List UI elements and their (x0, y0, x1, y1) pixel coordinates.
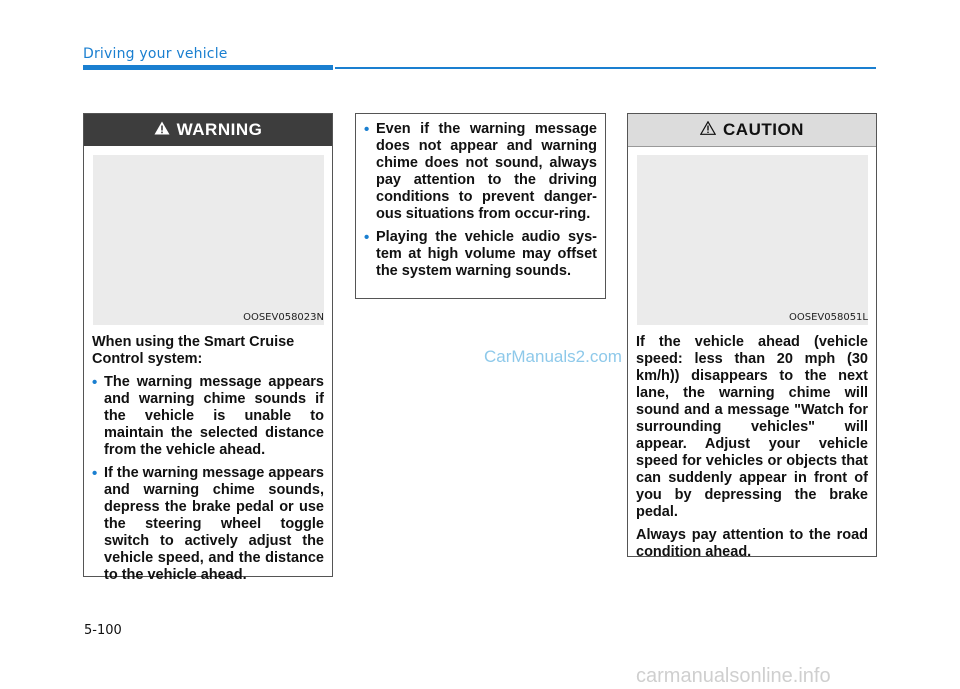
bullet-icon: • (364, 229, 370, 246)
continued-warning-box (355, 113, 606, 299)
bullet-icon: • (364, 121, 370, 138)
header-rule-thick (83, 65, 333, 70)
caution-image-code: OOSEV058051L (789, 312, 868, 323)
warning-header-label: WARNING (176, 120, 263, 139)
watermark-link[interactable]: CarManuals2.com (484, 347, 622, 366)
section-title: Driving your vehicle (83, 46, 228, 62)
bullet-icon: • (92, 374, 98, 391)
warning-illustration (93, 155, 324, 325)
middle-text (364, 121, 597, 286)
warning-image-code: OOSEV058023N (243, 312, 324, 323)
caution-paragraph: If the vehicle ahead (vehicle speed: less than 20 mph (30 km/h)) disappears to the next lane, the warning chime will sound and a message "Watch for surrounding vehicles" will appear. Adjust your vehicle speed for vehicles or objects that can suddenly appear in front of you by depressing the brake pedal. (636, 334, 868, 520)
page-number: 5-100 (84, 623, 122, 638)
caution-triangle-icon (700, 120, 716, 140)
warning-intro: When using the Smart Cruise Control system: (92, 334, 295, 367)
list-item: • The warning message appears and warning chime sounds if the vehicle is unable to maintain the selected distance from the vehicle ahead. (92, 374, 324, 458)
caution-box (627, 113, 877, 560)
list-item: • Playing the vehicle audio sys-tem at high volume may offset the system warning sounds. (364, 229, 597, 279)
warning-header (84, 114, 332, 146)
list-item: • If the warning message appears and warning chime sounds, depress the brake pedal or use the steering wheel toggle switch to actively adjust the vehicle speed, and the distance to the vehicle ahead. (92, 465, 324, 583)
bullet-icon: • (92, 465, 98, 482)
warning-box (83, 113, 333, 583)
caution-paragraph: Always pay attention to the road condition ahead. (636, 527, 868, 560)
watermark-footer: carmanualsonline.info (636, 665, 831, 687)
list-item: • Even if the warning message does not appear and warning chime does not sound, always pay attention to the driving conditions to prevent danger-ous situations from occur-ring. (364, 121, 597, 222)
caution-text (636, 334, 868, 567)
warning-text (92, 334, 324, 590)
warning-triangle-icon (154, 120, 170, 140)
header-rule-thin (335, 67, 876, 69)
caution-header (628, 114, 876, 147)
caution-header-label: CAUTION (723, 120, 804, 139)
caution-illustration (637, 155, 868, 325)
